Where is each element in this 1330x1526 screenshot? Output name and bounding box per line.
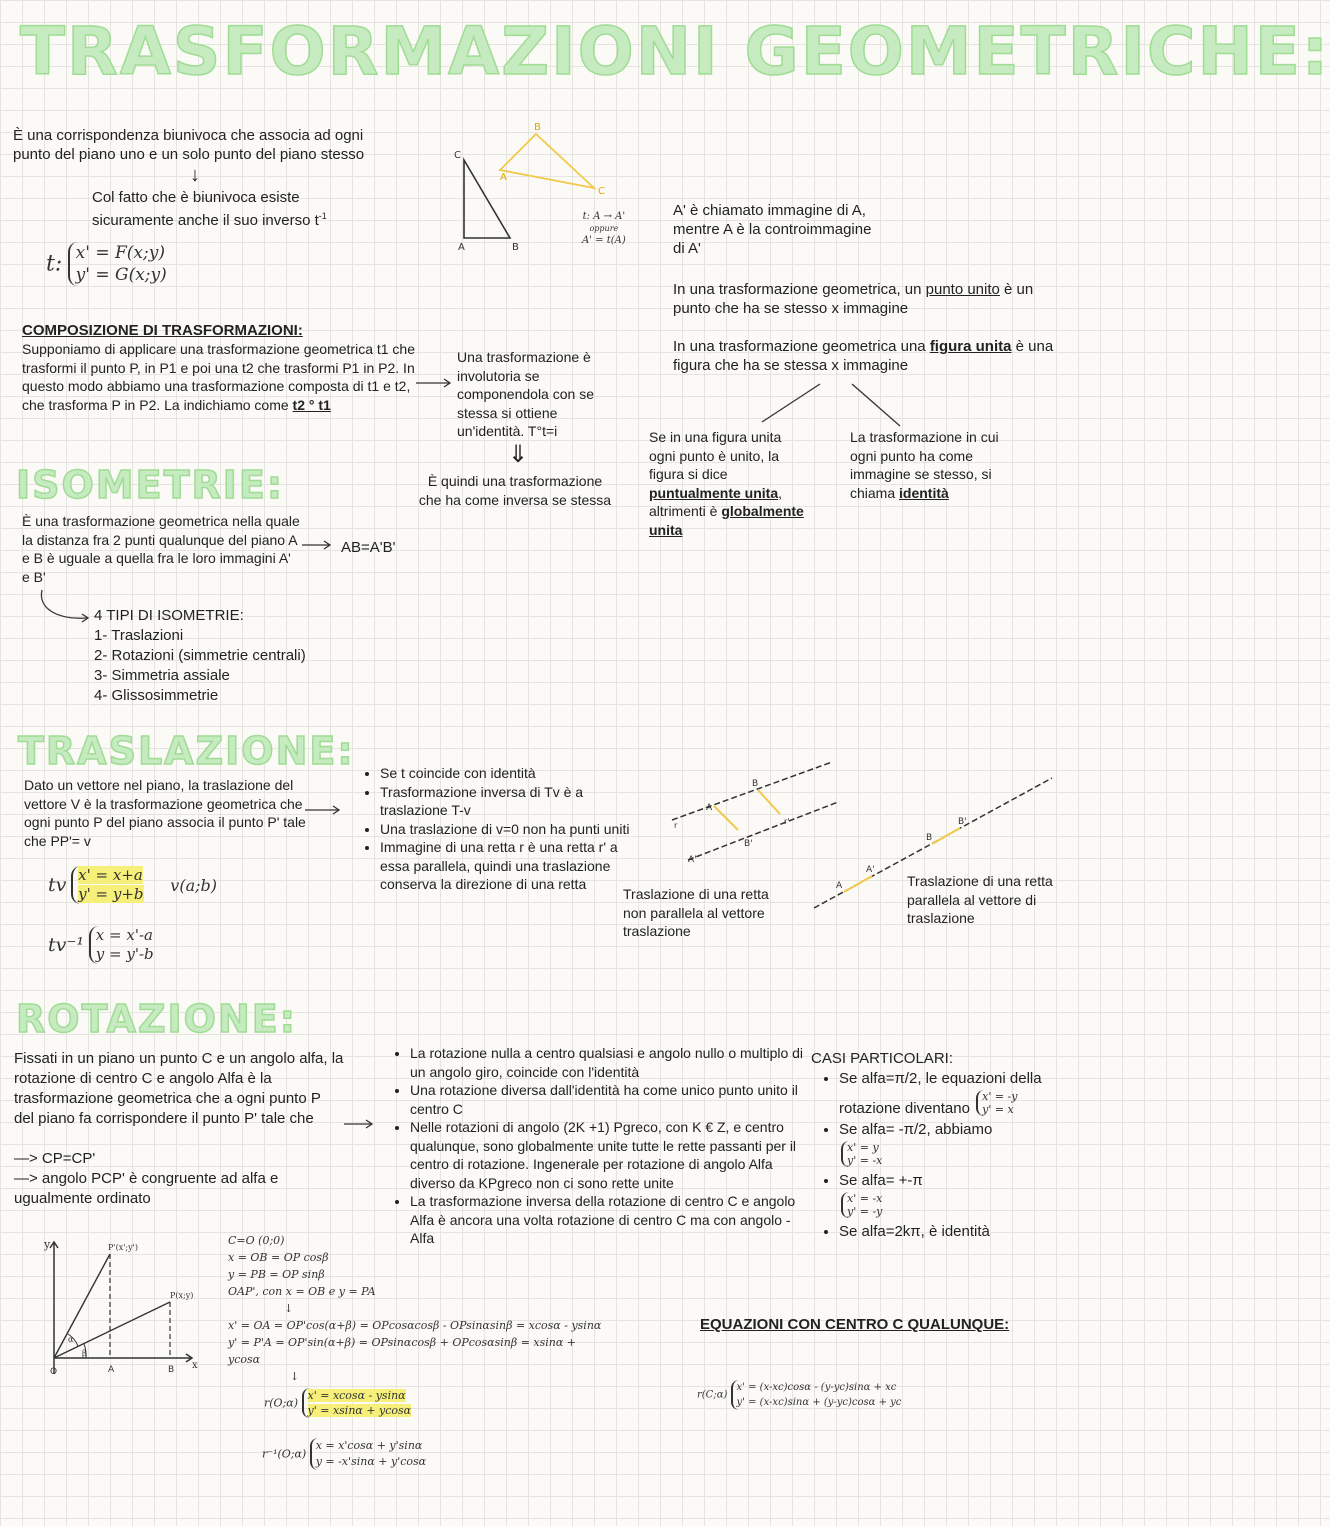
fig2-label-b1: B' (958, 817, 967, 827)
translation-bullet: • Trasformazione inversa di Tv è a traslazione T-v (380, 783, 635, 820)
tv-eq2: y' = y+b (78, 885, 144, 903)
tri-label-a-yellow: A (500, 172, 507, 183)
special-case-1: • Se alfa=π/2, le equazioni della rotazione diventano x' = -y y' = x (839, 1069, 1094, 1120)
tri-label-b-yellow: B (534, 122, 541, 133)
graph-label-y: y (44, 1238, 51, 1251)
fig1-label-b1: B' (744, 839, 753, 849)
intro-arrow: ↓ (190, 164, 200, 186)
translation-bullet: • Una traslazione di v=0 non ha punti uniti (380, 820, 635, 839)
tv-system: tv x' = x+a y' = y+b v(a;b) (48, 866, 217, 903)
composition-notation: t2 ° t1 (292, 396, 331, 413)
term-puntualmente: puntualmente unita (649, 484, 779, 501)
rotation-bullets (382, 1044, 805, 1248)
general-eq1: x' = (x-xc)cosα - (y-yc)sinα + xc (736, 1382, 897, 1393)
general-eq2: y' = (x-xc)sinα + (y-yc)cosα + yc (736, 1397, 902, 1408)
vector-label: v(a;b) (170, 875, 217, 895)
isometry-type-3: 3- Simmetria assiale (94, 667, 230, 684)
graph-label-pp: P'(x';y') (108, 1243, 138, 1252)
isometry-types-heading: 4 TIPI DI ISOMETRIE: (94, 607, 244, 624)
graph-label-alpha: α (68, 1335, 74, 1344)
main-title: TRASFORMAZIONI GEOMETRICHE: (20, 13, 1330, 90)
rotation-cond1: —> CP=CP' (14, 1150, 96, 1167)
involutory-def: Una trasformazione è involutoria se componendola con se stessa si ottiene un'identità. T°t=i (457, 349, 594, 439)
rot-inv-eq1: x = x'cosα + y'sinα (315, 1439, 423, 1452)
general-heading: EQUAZIONI CON CENTRO C QUALUNQUE: (700, 1316, 1010, 1333)
unit-point-def: In una trasformazione geometrica, un punto unito è un punto che ha se stesso x immagine (673, 281, 1034, 317)
unit-point-term: punto unito (925, 281, 1000, 298)
fig1-label-r1: r' (784, 817, 790, 826)
tri-label-c-yellow: C (598, 186, 605, 197)
tri-label-a: A (458, 242, 465, 253)
rotation-bullet: • Nelle rotazioni di angolo (2K +1) Pgreco, con K € Z, e centro qualunque, sono globalmente unite tutte le rette passanti per il centro di rotazione. Ingenerale per rotazione di angolo Alfa diverso da KPgreco non ci sono rette unite (410, 1118, 805, 1192)
caption-parallel: Traslazione di una retta parallela al vettore di traslazione (907, 873, 1053, 926)
translation-arrow (305, 804, 345, 816)
rotation-inverse-system: r⁻¹(O;α) x = x'cosα + y'sinα y = -x'sinα + y'cosα (262, 1439, 427, 1468)
inverse-self: È quindi una trasformazione che ha come inversa se stessa (418, 473, 612, 508)
isometries-definition: È una trasformazione geometrica nella quale la distanza fra 2 punti qualunque del piano A e B è uguale a quella fra le loro immagini A' e B' (22, 513, 300, 585)
map-notation: t: A → A' oppure A' = t(A) (582, 211, 626, 246)
composition-arrow (416, 377, 456, 389)
caption-non-parallel: Traslazione di una retta non parallela al vettore traslazione (623, 886, 769, 939)
fig2-label-a1: A' (866, 865, 875, 875)
rotation-bullet: • La rotazione nulla a centro qualsiasi e angolo nullo o multiplo di un angolo giro, coincide con l'identità (410, 1044, 805, 1081)
general-system: r(C;α) x' = (x-xc)cosα - (y-yc)sinα + xc y' = (x-xc)sinα + (y-yc)cosα + yc (697, 1382, 902, 1408)
tri-label-b: B (512, 242, 519, 253)
unit-branch-left: Se in una figura unita ogni punto è unito, la figura si dice puntualmente unita, altrimenti è globalmente unita (649, 429, 804, 538)
intro-eq1: x' = F(x;y) (75, 243, 165, 263)
term-globalmente: globalmente unita (649, 503, 804, 538)
unit-figure-def: In una trasformazione geometrica una figura unita è una figura che ha se stessa x immagine (673, 338, 1054, 374)
rotation-graph (40, 1234, 230, 1384)
translation-bullet: • Se t coincide con identità (380, 764, 635, 783)
translation-bullet: • Immagine di una retta r è una retta r' a essa parallela, quindi una traslazione conserva la direzione di una retta (380, 838, 635, 894)
image-definition: A' è chiamato immagine di A, mentre A è la controimmagine di A' (673, 202, 872, 257)
rot-eq2: y' = xsinα + ycosα (307, 1404, 412, 1417)
intro-system: t: x' = F(x;y) y' = G(x;y) (46, 243, 167, 285)
tv-inv-eq2: y = y'-b (95, 945, 154, 963)
isometry-type-2: 2- Rotazioni (simmetrie centrali) (94, 647, 306, 664)
composition-heading: COMPOSIZIONE DI TRASFORMAZIONI: (22, 322, 303, 339)
unit-branch-right: La trasformazione in cui ogni punto ha come immagine se stesso, si chiama identità (850, 429, 999, 501)
graph-label-beta: β (82, 1349, 87, 1358)
branch-lines (760, 382, 960, 432)
graph-label-o: O (50, 1367, 58, 1377)
special-case-3: • Se alfa= +-π x' = -x y' = -y (839, 1171, 1094, 1222)
fig2-label-a: A (836, 881, 843, 891)
isometries-title: ISOMETRIE: (16, 463, 285, 507)
types-curve-arrow (36, 588, 96, 628)
rotation-definition: Fissati in un piano un punto C e un angolo alfa, la rotazione di centro C e angolo Alfa è la trasformazione geometrica che a ogni punto P del piano fa corrispondere il punto P' tale che (14, 1050, 344, 1127)
fig1-label-b: B (752, 779, 759, 789)
fig1-label-a1: A' (688, 855, 697, 865)
rotation-bullet: • Una rotazione diversa dall'identità ha come unico punto unito il centro C (410, 1081, 805, 1118)
rotation-arrow (344, 1118, 378, 1130)
rotation-derivation: C=O (0;0) x = OB = OP cosβ y = PB = OP sinβ OAP', con x = OB e y = PA ↓ x' = OA = OP'cos(α+β) = OPcosαcosβ - OPsinαsinβ = xcosα - ysinα y' = P'A = OP'sin(α+β) = OPsinαcosβ + OPcosαsinβ = xsinα + ycosα ↓ (228, 1234, 602, 1383)
special-list (811, 1069, 1094, 1241)
rot-eq1: x' = xcosα - ysinα (307, 1389, 406, 1402)
translation-bullets (352, 764, 635, 894)
special-case-2: • Se alfa= -π/2, abbiamo x' = y y' = -x (839, 1120, 1094, 1171)
intro-eq2: y' = G(x;y) (75, 265, 167, 285)
translation-title: TRASLAZIONE: (18, 729, 355, 773)
isometry-result: AB=A'B' (341, 539, 396, 556)
graph-label-b: B (168, 1365, 175, 1375)
tv-eq1: x' = x+a (78, 866, 143, 884)
fig2-label-b: B (926, 833, 933, 843)
rotation-cond2: —> angolo PCP' è congruente ad alfa e ugualmente ordinato (14, 1170, 279, 1207)
graph-label-a: A (108, 1365, 115, 1375)
special-case-4: • Se alfa=2kπ, è identità (839, 1222, 1094, 1241)
rotation-bullet: • La trasformazione inversa della rotazione di centro C e angolo Alfa è ancora una volta rotazione di centro C ma con angolo -Alfa (410, 1192, 805, 1248)
rotation-title: ROTAZIONE: (16, 997, 297, 1041)
tv-inverse-system: tv⁻¹ x = x'-a y = y'-b (48, 926, 154, 963)
translation-definition: Dato un vettore nel piano, la traslazione del vettore V è la trasformazione geometrica che ogni punto P del piano associa il punto P' tale che PP'= v (24, 777, 306, 849)
isometry-arrow (302, 539, 336, 551)
fig1-label-a: A (706, 803, 713, 813)
inverse-note: Col fatto che è biunivoca esiste sicuramente anche il suo inverso $t^{-1}$ (92, 189, 327, 229)
graph-label-x: x (192, 1360, 198, 1371)
fig1-label-r: r (674, 821, 678, 830)
isometry-type-1: 1- Traslazioni (94, 627, 184, 644)
tv-inv-eq1: x = x'-a (95, 926, 153, 944)
composition-text: Supponiamo di applicare una trasformazione geometrica t1 che trasformi il punto P, in P1 e poi una t2 che trasformi P1 in P2. In questo modo abbiamo una trasformazione composta di t1 e t2, che trasforma P in P2. La indichiamo come t2 ° t1 (22, 341, 416, 413)
term-identita: identità (899, 484, 949, 501)
isometry-type-4: 4- Glissosimmetrie (94, 687, 219, 704)
intro-definition: È una corrispondenza biunivoca che associa ad ogni punto del piano uno e un solo punto del piano stesso (13, 127, 365, 163)
unit-figure-term: figura unita (929, 338, 1012, 355)
tri-label-c: C (454, 150, 461, 161)
rotation-system: r(O;α) x' = xcosα - ysinα y' = xsinα + ycosα (264, 1389, 412, 1417)
special-heading: CASI PARTICOLARI: (811, 1050, 953, 1067)
involutory-arrow: ⇓ (508, 441, 529, 468)
graph-label-p: P(x;y) (170, 1291, 194, 1300)
rot-inv-eq2: y = -x'sinα + y'cosα (315, 1455, 427, 1468)
